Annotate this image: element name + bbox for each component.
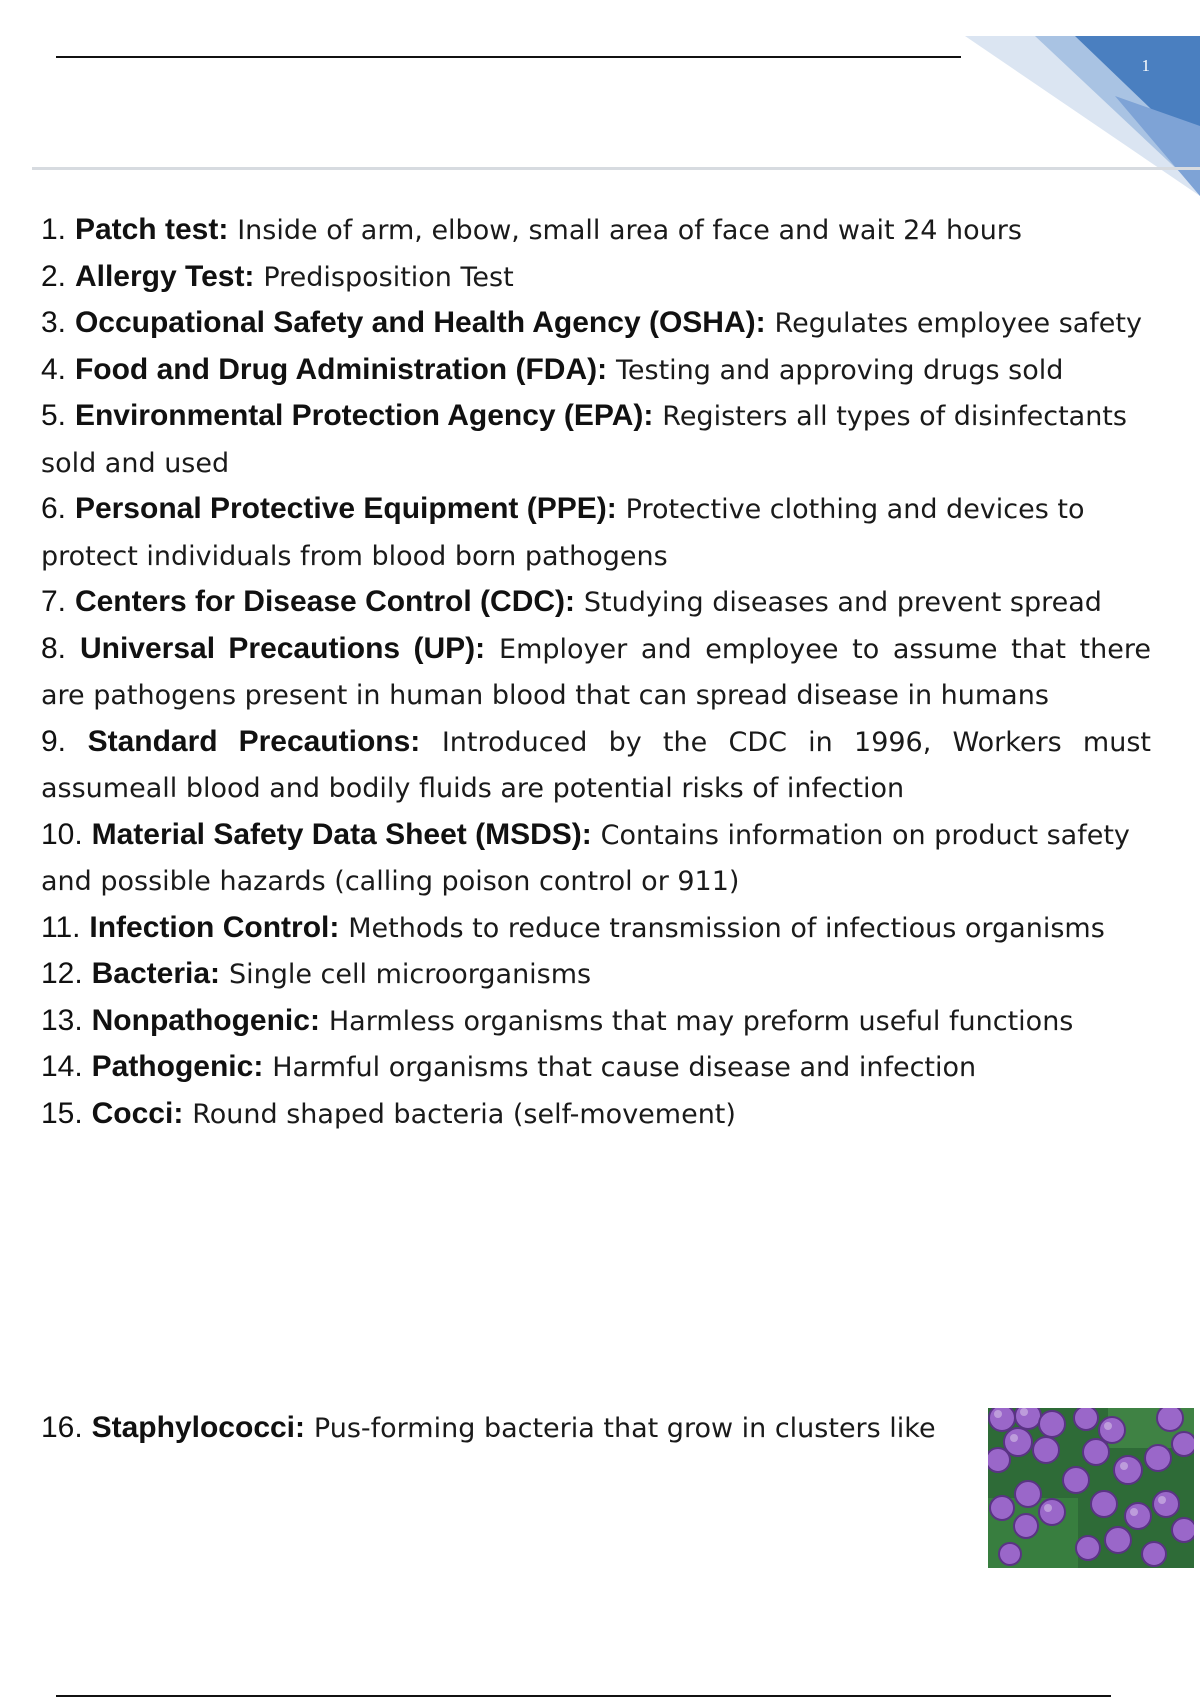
footer-rule xyxy=(56,1695,1111,1697)
item-number: 11. xyxy=(41,910,81,944)
page-number: 1 xyxy=(1141,56,1150,75)
staphylococci-micrograph-icon xyxy=(988,1408,1194,1568)
item-number: 3. xyxy=(41,306,67,339)
term-label: Personal Protective Equipment (PPE): xyxy=(74,492,617,525)
list-item xyxy=(41,951,1151,998)
list-item xyxy=(41,207,1151,254)
item-number: 16. xyxy=(41,1411,83,1444)
item-number: 15. xyxy=(41,1096,83,1130)
item-number: 14. xyxy=(41,1050,83,1083)
term-definition: Protective clothing and devices to protect individuals from blood born pathogens xyxy=(41,494,1085,572)
term-label: Nonpathogenic: xyxy=(91,1003,320,1037)
term-label: Cocci: xyxy=(91,1096,184,1130)
term-definition: Registers all types of disinfectants sold and used xyxy=(41,401,1127,479)
corner-decoration xyxy=(965,36,1200,196)
item-number: 5. xyxy=(41,399,67,432)
item-number: 2. xyxy=(41,259,67,293)
term-definition: Studying diseases and prevent spread xyxy=(583,587,1102,618)
term-definition: Regulates employee safety xyxy=(774,308,1142,339)
item-number: 7. xyxy=(41,585,67,618)
list-item xyxy=(41,1044,1151,1091)
term-label: Allergy Test: xyxy=(74,259,255,293)
list-item xyxy=(41,300,1151,347)
item-number: 12. xyxy=(41,957,83,990)
header-rule xyxy=(56,56,961,58)
item-number: 13. xyxy=(41,1003,83,1037)
term-label: Standard Precautions: xyxy=(87,724,421,758)
term-definition: Employer and employee to assume that there are pathogens present in human blood that can spread disease in humans xyxy=(41,633,1151,711)
term-definition: Harmless organisms that may preform useful functions xyxy=(328,1005,1074,1037)
list-item xyxy=(41,719,1151,812)
term-label: Staphylococci: xyxy=(91,1411,306,1444)
list-item xyxy=(41,347,1151,394)
item-number: 10. xyxy=(41,817,83,851)
terms-list xyxy=(41,207,1151,1137)
term-label: Occupational Safety and Health Agency (OSHA): xyxy=(74,306,766,339)
list-item xyxy=(41,486,1151,579)
term-definition: Introduced by the CDC in 1996, Workers must assumeall blood and bodily fluids are potential risks of infection xyxy=(41,726,1152,804)
term-definition: Single cell microorganisms xyxy=(228,959,592,990)
term-definition: Pus-forming bacteria that grow in clusters like xyxy=(313,1413,936,1444)
item-number: 4. xyxy=(41,352,67,386)
term-definition: Inside of arm, elbow, small area of face and wait 24 hours xyxy=(237,215,1022,246)
term-label: Pathogenic: xyxy=(91,1050,264,1083)
list-item xyxy=(41,812,1151,905)
term-label: Centers for Disease Control (CDC): xyxy=(74,585,576,618)
list-item xyxy=(41,1091,1151,1138)
term-definition: Testing and approving drugs sold xyxy=(616,354,1064,386)
term-label: Environmental Protection Agency (EPA): xyxy=(74,399,654,432)
item-number: 1. xyxy=(41,213,67,246)
term-label: Material Safety Data Sheet (MSDS): xyxy=(91,817,592,851)
list-item xyxy=(41,905,1151,952)
item-number: 8. xyxy=(41,631,67,665)
list-item xyxy=(41,579,1151,626)
term-label: Bacteria: xyxy=(91,957,221,990)
list-item xyxy=(41,998,1151,1045)
micrograph-drawing xyxy=(988,1408,1194,1568)
list-item xyxy=(41,1405,961,1451)
term-definition: Round shaped bacteria (self-movement) xyxy=(192,1098,736,1130)
item-number: 9. xyxy=(41,724,67,758)
item-number: 6. xyxy=(41,492,67,525)
term-definition: Harmful organisms that cause disease and infection xyxy=(272,1052,977,1083)
term-definition: Predisposition Test xyxy=(263,261,514,293)
term-label: Food and Drug Administration (FDA): xyxy=(74,352,608,386)
list-item xyxy=(41,254,1151,301)
list-item xyxy=(41,393,1151,486)
term-definition: Contains information on product safety and possible hazards (calling poison control or 911) xyxy=(41,819,1130,897)
term-label: Patch test: xyxy=(74,213,229,246)
term-label: Universal Precautions (UP): xyxy=(79,631,486,665)
list-item xyxy=(41,626,1151,719)
term-label: Infection Control: xyxy=(89,910,340,944)
section-divider xyxy=(32,167,1200,170)
term-definition: Methods to reduce transmission of infectious organisms xyxy=(348,912,1105,944)
